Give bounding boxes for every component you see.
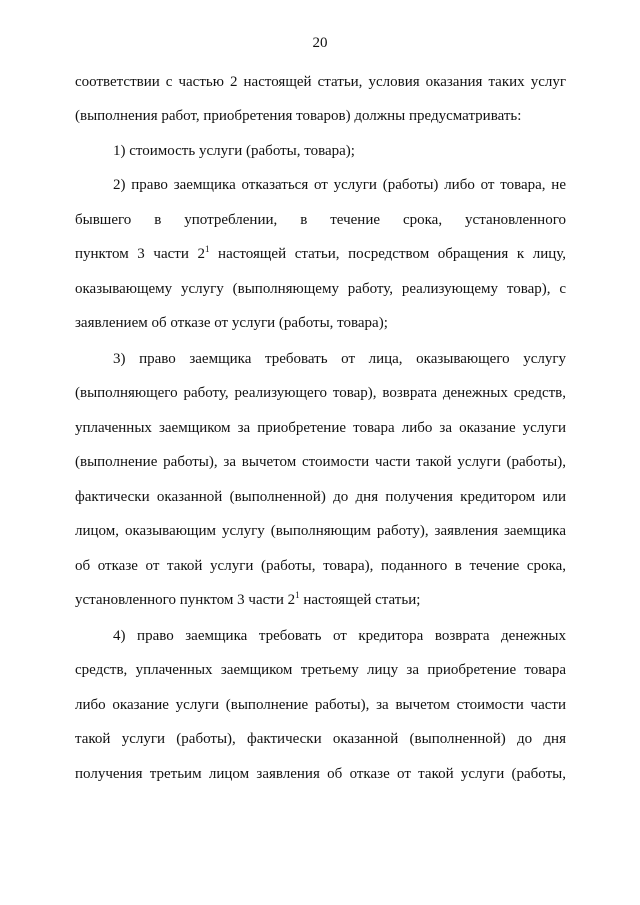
text-line: средств, уплаченных заемщиком третьему лицу за приобретение товара [75,662,566,678]
superscript: 1 [204,244,210,254]
list-item: 2) право заемщика отказаться от услуги (работы) либо от товара, не [113,177,566,193]
list-item: 3) право заемщика требовать от лица, оказывающего услугу [113,351,566,367]
text-line: (выполнение работы), за вычетом стоимости части такой услуги (работы), [75,454,566,470]
text-line: об отказе от такой услуги (работы, товара), поданного в течение срока, [75,558,566,574]
text-line: заявлением об отказе от услуги (работы, товара); [75,315,388,331]
text-line [75,244,566,264]
text-line [75,590,566,610]
superscript: 1 [295,590,300,600]
text-line: такой услуги (работы), фактически оказанной (выполненной) до дня [75,731,566,747]
text-line: бывшего в употреблении, в течение срока, установленного [75,212,566,228]
text-line: получения третьим лицом заявления об отказе от такой услуги (работы, [75,766,566,782]
text-line: либо оказание услуги (выполнение работы), за вычетом стоимости части [75,697,566,713]
text-line: (выполняющего работу, реализующего товар), возврата денежных средств, [75,385,566,401]
text-line: оказывающему услугу (выполняющему работу, реализующему товар), с [75,281,566,297]
text-line: (выполнения работ, приобретения товаров) должны предусматривать: [75,108,522,124]
text-line: соответствии с частью 2 настоящей статьи, условия оказания таких услуг [75,74,566,90]
text-fragment: настоящей статьи; [299,592,421,608]
list-item: 1) стоимость услуги (работы, товара); [113,143,355,159]
text-fragment: настоящей статьи, посредством обращения к лицу, [209,246,566,262]
text-line: уплаченных заемщиком за приобретение товара либо за оказание услуги [75,420,566,436]
list-item: 4) право заемщика требовать от кредитора возврата денежных [113,628,566,644]
page-number: 20 [312,35,328,51]
text-line: лицом, оказывающим услугу (выполняющим работу), заявления заемщика [75,523,566,539]
text-fragment: установленного пунктом 3 части 2 [75,592,296,608]
text-fragment: пунктом 3 части 2 [75,246,205,262]
text-line: фактически оказанной (выполненной) до дня получения кредитором или [75,489,566,505]
